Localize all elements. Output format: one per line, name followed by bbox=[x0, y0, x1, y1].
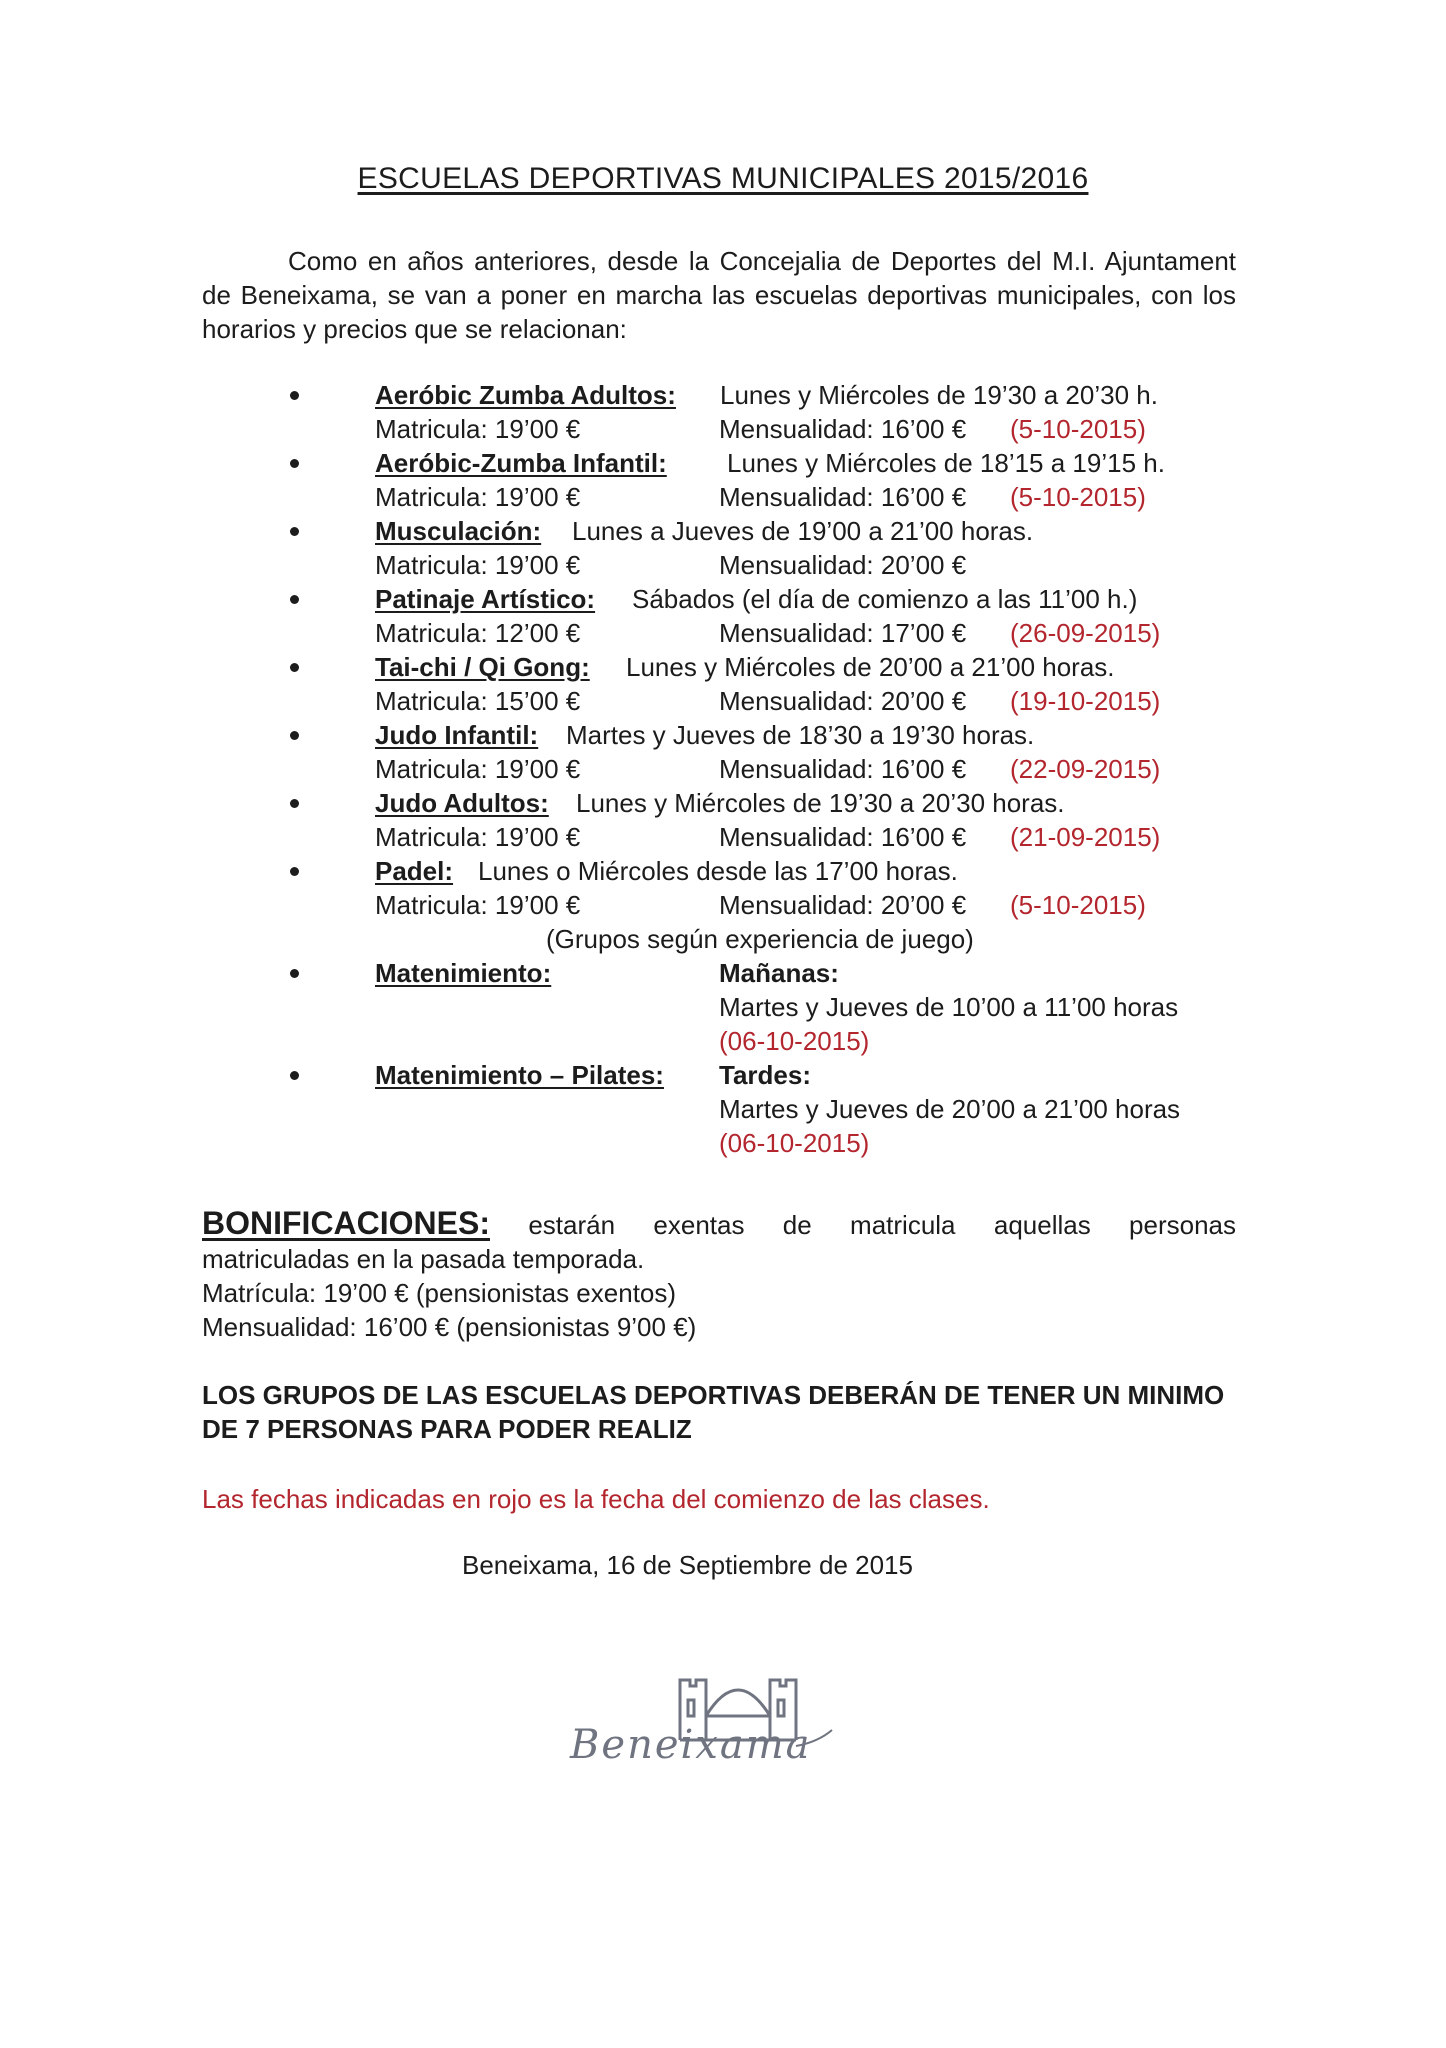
activity-schedule: Sábados (el día de comienzo a las 11’00 h.) bbox=[632, 584, 1138, 614]
bonificaciones-line bbox=[202, 1206, 1236, 1242]
activities-list bbox=[0, 378, 1446, 1160]
activity-matricula: Matricula: 19’00 € bbox=[375, 822, 581, 852]
activity-mensualidad: Mensualidad: 16’00 € bbox=[719, 414, 967, 444]
activity-name: Matenimiento – Pilates: bbox=[375, 1060, 664, 1090]
activity-mensualidad: Mensualidad: 17’00 € bbox=[719, 618, 967, 648]
activity-start-date: (19-10-2015) bbox=[1010, 686, 1161, 716]
activity-name: Aeróbic Zumba Adultos: bbox=[375, 380, 676, 410]
activity-name: Patinaje Artístico: bbox=[375, 584, 596, 614]
activity-start-date: (5-10-2015) bbox=[1010, 414, 1146, 444]
activity-start-date: (06-10-2015) bbox=[719, 1128, 870, 1158]
page-title: ESCUELAS DEPORTIVAS MUNICIPALES 2015/2016 bbox=[357, 162, 1089, 195]
activity-mensualidad: Mensualidad: 20’00 € bbox=[719, 890, 967, 920]
activity-matricula: Matricula: 15’00 € bbox=[375, 686, 581, 716]
activity-schedule: Martes y Jueves de 10’00 a 11’00 horas bbox=[719, 992, 1179, 1022]
activity-note: (Grupos según experiencia de juego) bbox=[546, 924, 974, 954]
activity-matricula: Matricula: 19’00 € bbox=[375, 754, 581, 784]
bonificaciones-label: BONIFICACIONES: bbox=[202, 1205, 490, 1241]
activity-name: Padel: bbox=[375, 856, 454, 886]
activity-name: Judo Infantil: bbox=[375, 720, 539, 750]
list-item bbox=[0, 786, 1446, 854]
minimum-group-warning: LOS GRUPOS DE LAS ESCUELAS DEPORTIVAS DEBERÁN DE TENER UN MINIMO DE 7 PERSONAS PARA PODER REALIZ bbox=[202, 1380, 1225, 1444]
activity-start-date: (5-10-2015) bbox=[1010, 482, 1146, 512]
activity-mensualidad: Mensualidad: 20’00 € bbox=[719, 550, 967, 580]
bonificaciones-section bbox=[202, 1206, 1236, 1344]
list-item bbox=[0, 718, 1446, 786]
activity-schedule: Lunes o Miércoles desde las 17’00 horas. bbox=[478, 856, 958, 886]
activity-period: Mañanas: bbox=[719, 958, 839, 988]
activity-name: Aeróbic-Zumba Infantil: bbox=[375, 448, 667, 478]
activity-schedule: Martes y Jueves de 20’00 a 21’00 horas bbox=[719, 1094, 1181, 1124]
list-item bbox=[0, 956, 1446, 1058]
activity-matricula: Matricula: 19’00 € bbox=[375, 482, 581, 512]
activity-schedule: Lunes y Miércoles de 18’15 a 19’15 h. bbox=[727, 448, 1165, 478]
intro-paragraph: Como en años anteriores, desde la Concejalia de Deportes del M.I. Ajuntament de Beneixama, se van a poner en marcha las escuelas deportivas municipales, con los horarios y precios que se relacionan: bbox=[202, 246, 1236, 344]
place-date: Beneixama, 16 de Septiembre de 2015 bbox=[462, 1550, 913, 1580]
red-dates-note: Las fechas indicadas en rojo es la fecha del comienzo de las clases. bbox=[202, 1484, 990, 1514]
bonificaciones-matricula: Matrícula: 19’00 € (pensionistas exentos) bbox=[202, 1278, 677, 1308]
activity-name: Musculación: bbox=[375, 516, 542, 546]
bonificaciones-text: estarán exentas de matricula aquellas personas bbox=[528, 1210, 1236, 1240]
logo-text: Beneixama bbox=[570, 1722, 812, 1768]
activity-period: Tardes: bbox=[719, 1060, 811, 1090]
list-item bbox=[0, 1058, 1446, 1160]
list-item bbox=[0, 446, 1446, 514]
activity-start-date: (21-09-2015) bbox=[1010, 822, 1161, 852]
bonificaciones-text-cont: matriculadas en la pasada temporada. bbox=[202, 1244, 645, 1274]
activity-mensualidad: Mensualidad: 16’00 € bbox=[719, 754, 967, 784]
bonificaciones-mensualidad: Mensualidad: 16’00 € (pensionistas 9’00 €) bbox=[202, 1312, 697, 1342]
activity-name: Judo Adultos: bbox=[375, 788, 549, 818]
beneixama-logo bbox=[556, 1660, 886, 1800]
activity-schedule: Lunes a Jueves de 19’00 a 21’00 horas. bbox=[572, 516, 1034, 546]
activity-matricula: Matricula: 19’00 € bbox=[375, 890, 581, 920]
list-item bbox=[0, 514, 1446, 582]
activity-start-date: (5-10-2015) bbox=[1010, 890, 1146, 920]
activity-matricula: Matricula: 12’00 € bbox=[375, 618, 581, 648]
activity-start-date: (22-09-2015) bbox=[1010, 754, 1161, 784]
list-item bbox=[0, 582, 1446, 650]
list-item bbox=[0, 650, 1446, 718]
activity-schedule: Lunes y Miércoles de 19’30 a 20’30 h. bbox=[720, 380, 1158, 410]
activity-matricula: Matricula: 19’00 € bbox=[375, 550, 581, 580]
activity-schedule: Lunes y Miércoles de 20’00 a 21’00 horas. bbox=[626, 652, 1115, 682]
activity-matricula: Matricula: 19’00 € bbox=[375, 414, 581, 444]
list-item bbox=[0, 854, 1446, 956]
activity-schedule: Martes y Jueves de 18’30 a 19’30 horas. bbox=[566, 720, 1035, 750]
activity-start-date: (26-09-2015) bbox=[1010, 618, 1161, 648]
activity-name: Matenimiento: bbox=[375, 958, 552, 988]
list-item bbox=[0, 378, 1446, 446]
activity-mensualidad: Mensualidad: 16’00 € bbox=[719, 482, 967, 512]
activity-start-date: (06-10-2015) bbox=[719, 1026, 870, 1056]
activity-name: Tai-chi / Qi Gong: bbox=[375, 652, 590, 682]
activity-mensualidad: Mensualidad: 20’00 € bbox=[719, 686, 967, 716]
activity-schedule: Lunes y Miércoles de 19’30 a 20’30 horas. bbox=[576, 788, 1065, 818]
activity-mensualidad: Mensualidad: 16’00 € bbox=[719, 822, 967, 852]
